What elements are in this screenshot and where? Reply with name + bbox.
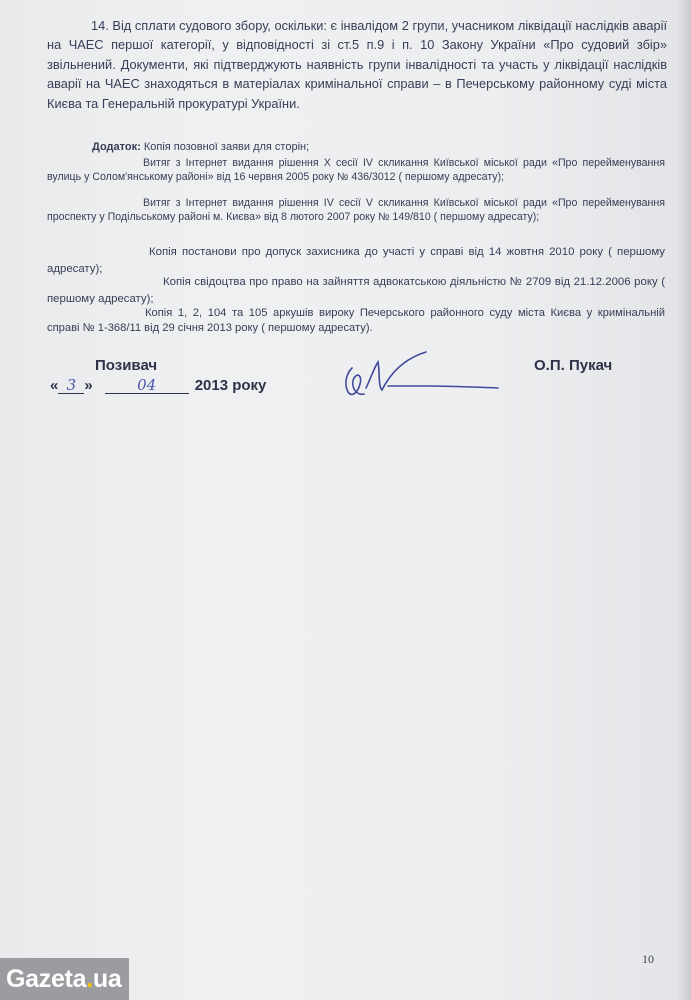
attachment-item-1 [47,156,665,184]
attachments-label: Додаток: [92,141,141,153]
paragraph-14-text: 14. Від сплати судового збору, оскільки: є інвалідом 2 групи, учасником ліквідації наслідків аварії на ЧАЕС першої категорії, у відповідності зі ст.5 п.9 і п. 10 Закону України «Про судовий збір» звільнений. Документи, які підтверджують наявність групи інвалідності та участь у ліквідації наслідків аварії на ЧАЕС знаходяться в матеріалах кримінальної справи – в Печерському районному суді міста Києва та Генеральній прокуратурі України. [47,18,667,111]
watermark-brand: Gazeta [6,965,87,993]
handwritten-signature [330,338,510,408]
signer-role: Позивач [95,357,158,374]
attachment-item-3-text: Копія постанови про допуск захисника до участі у справі від 14 жовтня 2010 року ( першому адресату); [47,246,665,275]
attachments-heading [92,140,309,154]
date-open-quote: « [50,377,59,394]
signer-name: О.П. Пукач [534,357,613,374]
attachment-item-0: Копія позовної заяви для сторін; [143,141,310,153]
date-month: 04 [105,377,189,394]
page-edge-shadow [677,0,691,1000]
attachment-item-5-text: Копія 1, 2, 104 та 105 аркушів вироку Печерського районного суду міста Києва у кримінальній справі № 1-368/11 від 29 січня 2013 року ( першому адресату). [47,307,665,334]
date-close-quote: » [84,377,93,394]
attachment-item-2 [47,196,665,224]
attachment-item-4-text: Копія свідоцтва про право на зайняття адвокатською діяльністю № 2709 від 21.12.2006 року ( першому адресату); [47,276,665,305]
paragraph-14 [47,16,667,113]
signature-date [50,376,266,395]
watermark-tld: ua [92,965,122,993]
gazeta-watermark-logo [0,958,129,1000]
attachment-item-4 [47,274,665,308]
date-day: 3 [58,377,84,394]
attachment-item-5 [47,306,665,336]
attachment-item-1-text: Витяг з Інтернет видання рішення X сесії IV скликання Київської міської ради «Про перейменування вулиць у Солом'янському районі» від 16 червня 2005 року № 436/3012 ( першому адресату); [47,157,665,183]
attachment-item-3 [47,244,665,278]
watermark-dot: . [86,965,93,993]
date-year: 2013 року [194,377,267,394]
page-number: 10 [642,952,654,966]
attachment-item-2-text: Витяг з Інтернет видання рішення IV сесії V скликання Київської міської ради «Про перейменування проспекту у Подільському районі м. Києва» від 8 лютого 2007 року № 149/810 ( першому адресату); [47,197,665,223]
